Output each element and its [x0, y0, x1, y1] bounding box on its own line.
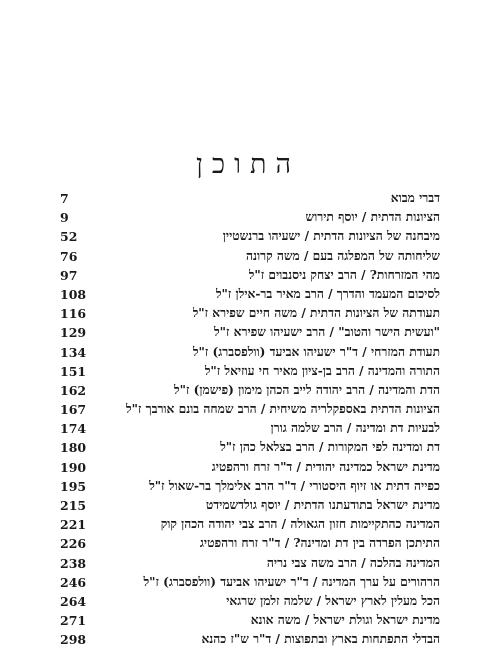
- toc-entry-title: הכל מעלין לארץ ישראל / שלמה זלמן שרגאי: [226, 593, 440, 608]
- page-title: התוכן: [196, 149, 300, 181]
- toc-entry-page-number: 298: [60, 632, 87, 648]
- toc-entry-title: מהי המזרחות? / הרב יצחק ניסנבוים ז"ל: [248, 267, 440, 282]
- toc-entry-title: מדינת ישראל וגולת ישראל / משה אונא: [250, 613, 440, 628]
- toc-entry-page-number: 134: [60, 344, 87, 360]
- toc-entry-page-number: 167: [60, 402, 87, 418]
- toc-entry: [60, 362, 440, 381]
- toc-entry-page-number: 246: [60, 574, 87, 590]
- toc-entry-title: הציונות הדתית / יוסף תירוש: [305, 210, 440, 225]
- toc-entry: [60, 419, 440, 438]
- toc-entry-page-number: 226: [60, 536, 87, 552]
- toc-entry-page-number: 238: [60, 555, 87, 571]
- toc-entry: [60, 400, 440, 419]
- toc-entry: [60, 592, 440, 611]
- toc-entry-title: דברי מבוא: [390, 191, 440, 205]
- toc-entry: [60, 266, 440, 285]
- toc-entry-title: דת ומדינה לפי המקורות / הרב בצלאל כהן ז"ל: [220, 440, 440, 455]
- toc-entry: [60, 458, 440, 477]
- toc-entry-title: "ועשית הישר והטוב" / הרב ישעיהו שפירא ז"ל: [213, 325, 440, 340]
- toc-entry-title: מדינת ישראל כמדינה יהודית / ד"ר זרח ורהפטיג: [211, 459, 440, 474]
- toc-entry: [60, 534, 440, 553]
- toc-entry-title: לבעיות דת ומדינה / הרב שלמה גורן: [270, 421, 440, 436]
- toc-entry: [60, 323, 440, 342]
- table-of-contents: [60, 189, 440, 650]
- toc-entry-page-number: 264: [60, 593, 87, 609]
- toc-entry: [60, 496, 440, 515]
- toc-entry: [60, 247, 440, 266]
- toc-entry-page-number: 221: [60, 517, 87, 533]
- toc-entry-title: כפייה דתית או זיוף היסטורי / ד"ר הרב אלימלך בר-שאול ז"ל: [149, 478, 440, 493]
- toc-entry: [60, 554, 440, 573]
- toc-entry-title: המדינה כהתקיימות חזון הגאולה / הרב צבי יהודה הכהן קוק: [160, 517, 440, 532]
- toc-entry-page-number: 97: [60, 267, 78, 283]
- toc-entry-title: המדינה בהלכה / הרב משה צבי נריה: [266, 555, 440, 570]
- toc-entry-title: הדת והמדינה / הרב יהודה לייב הכהן מימון (פישמן) ז"ל: [173, 382, 440, 397]
- toc-entry: [60, 515, 440, 534]
- toc-entry: [60, 285, 440, 304]
- toc-entry-page-number: 180: [60, 440, 87, 456]
- toc-entry-title: מיבחנה של הציונות הדתית / ישעיהו ברנשטיין: [222, 229, 440, 244]
- toc-entry: [60, 573, 440, 592]
- toc-entry: [60, 304, 440, 323]
- toc-entry-page-number: 151: [60, 363, 87, 379]
- toc-entry-page-number: 174: [60, 421, 87, 437]
- toc-entry-title: התיתכן הפרדה בין דת ומדינה? / ד"ר זרח ורהפטיג: [199, 536, 440, 551]
- toc-entry-page-number: 52: [60, 229, 78, 245]
- toc-entry-title: תעודתה של הציונות הדתית / משה חיים שפירא ז"ל: [192, 306, 440, 321]
- toc-entry-title: מדינת ישראל בתודעתנו הדתית / יוסף גולדשמידט: [205, 498, 440, 512]
- toc-entry: [60, 611, 440, 630]
- toc-entry-page-number: 9: [60, 210, 69, 226]
- toc-entry-page-number: 116: [60, 306, 87, 322]
- toc-entry-page-number: 195: [60, 478, 87, 494]
- toc-entry-title: הציונות הדתית באספקלריה משיחית / הרב שמחה בונם אורבך ז"ל: [125, 402, 440, 417]
- toc-entry-page-number: 271: [60, 613, 87, 629]
- toc-entry-title: הבדלי התפתחות בארץ ובתפוצות / ד"ר ש"ז כהנא: [201, 632, 440, 647]
- toc-entry: [60, 208, 440, 227]
- toc-entry-page-number: 190: [60, 459, 87, 475]
- toc-entry: [60, 189, 440, 208]
- toc-entry: [60, 438, 440, 457]
- toc-entry-title: שליחותה של המפלגה בעם / משה קרונה: [246, 248, 440, 263]
- toc-entry-title: התורה והמדינה / הרב בן-ציון מאיר חי עוזיאל ז"ל: [204, 363, 440, 378]
- toc-entry-title: תעודת המזרחי / ד"ר ישעיהו אביעד (וולפסברג) ז"ל: [192, 344, 440, 359]
- toc-entry-page-number: 7: [60, 191, 69, 206]
- toc-entry-page-number: 162: [60, 382, 87, 398]
- toc-entry-page-number: 76: [60, 248, 78, 264]
- toc-entry: [60, 477, 440, 496]
- toc-entry-page-number: 129: [60, 325, 87, 341]
- toc-entry: [60, 227, 440, 246]
- toc-entry: [60, 630, 440, 649]
- toc-entry-title: הרהורים על ערך המדינה / ד"ר ישעיהו אביעד (וולפסברג) ז"ל: [143, 574, 440, 589]
- toc-entry: [60, 381, 440, 400]
- toc-entry: [60, 343, 440, 362]
- toc-entry-page-number: 108: [60, 286, 87, 302]
- toc-entry-title: לסיכום המעמד והדרך / הרב מאיר בר-אילן ז"ל: [215, 286, 440, 301]
- toc-entry-page-number: 215: [60, 498, 87, 513]
